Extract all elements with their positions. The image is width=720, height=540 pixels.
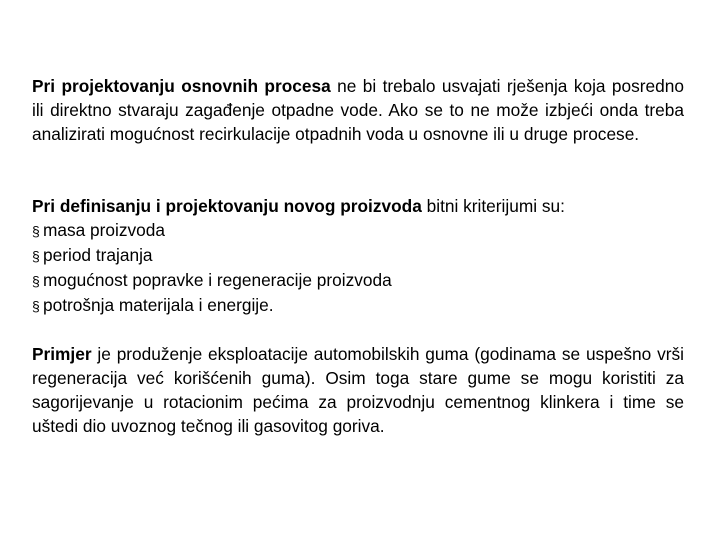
process-design-text: ne bi trebalo usvajati rješenja koja posredno ili direktno stvaraju zagađenje otpadne vode. Ako se to ne može izbjeći onda treba analizirati mogućnost recirkulacije otpadnih voda u osnovne ili u druge procese. bbox=[32, 76, 684, 144]
product-criteria-heading bbox=[32, 194, 684, 218]
list-item bbox=[32, 293, 684, 318]
example-paragraph bbox=[32, 342, 684, 438]
list-item bbox=[32, 218, 684, 243]
spacer bbox=[32, 318, 684, 342]
bullet-icon: § bbox=[32, 248, 40, 264]
product-criteria-lead: Pri definisanju i projektovanju novog proizvoda bbox=[32, 196, 422, 216]
criteria-item-label: period trajanja bbox=[43, 245, 153, 265]
criteria-list bbox=[32, 218, 684, 318]
example-text: je produženje eksploatacije automobilskih guma (godinama se uspešno vrši regeneracija već korišćenih guma). Osim toga stare gume se mogu koristiti za sagorijevanje u rotacionim pećima za proizvodnju cementnog klinkera i time se uštedi dio uvoznog tečnog ili gasovitog goriva. bbox=[32, 344, 684, 436]
spacer bbox=[32, 170, 684, 194]
bullet-icon: § bbox=[32, 273, 40, 289]
bullet-icon: § bbox=[32, 223, 40, 239]
product-criteria-block bbox=[32, 194, 684, 318]
product-criteria-text: bitni kriterijumi su: bbox=[421, 196, 565, 216]
criteria-item-label: masa proizvoda bbox=[43, 220, 165, 240]
criteria-item-label: mogućnost popravke i regeneracije proizvoda bbox=[43, 270, 392, 290]
criteria-item-label: potrošnja materijala i energije. bbox=[43, 295, 274, 315]
process-design-paragraph bbox=[32, 74, 684, 170]
example-lead: Primjer bbox=[32, 344, 92, 364]
slide-content bbox=[32, 74, 684, 438]
bullet-icon: § bbox=[32, 298, 40, 314]
process-design-lead: Pri projektovanju osnovnih procesa bbox=[32, 76, 331, 96]
list-item bbox=[32, 243, 684, 268]
list-item bbox=[32, 268, 684, 293]
